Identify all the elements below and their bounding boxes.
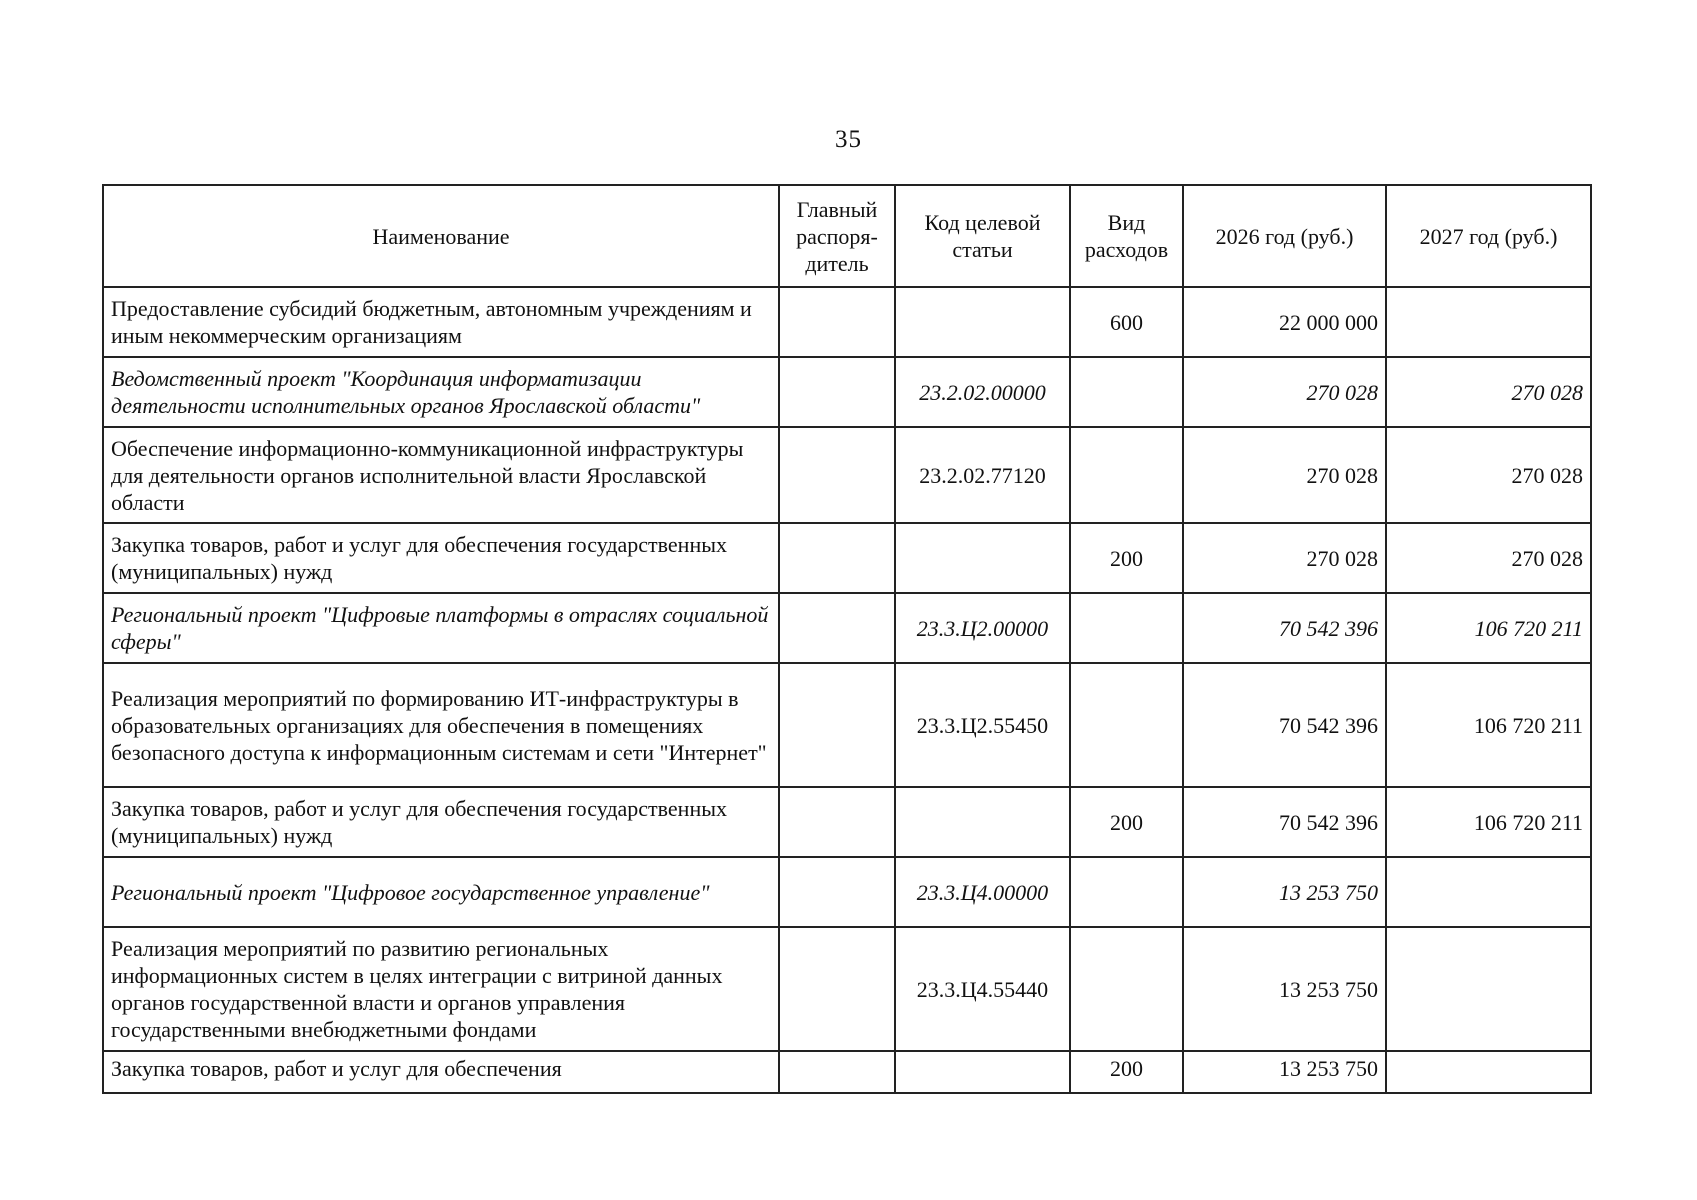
row-expense-type — [1070, 927, 1183, 1051]
row-administrator — [779, 427, 895, 523]
row-name: Закупка товаров, работ и услуг для обеспечения — [103, 1051, 779, 1093]
row-name: Региональный проект "Цифровое государственное управление" — [103, 857, 779, 927]
row-value-2026: 13 253 750 — [1183, 1051, 1386, 1093]
row-expense-type — [1070, 357, 1183, 427]
row-expense-type: 200 — [1070, 1051, 1183, 1093]
row-value-2027: 106 720 211 — [1386, 593, 1591, 663]
table-row — [103, 1051, 1591, 1093]
row-name: Реализация мероприятий по развитию региональных информационных систем в целях интеграции с витриной данных органов государственной власти и органов управления государственными внебюджетными фондами — [103, 927, 779, 1051]
row-value-2027 — [1386, 927, 1591, 1051]
row-name: Закупка товаров, работ и услуг для обеспечения государственных (муниципальных) нужд — [103, 523, 779, 593]
table-row — [103, 593, 1591, 663]
row-expense-type: 600 — [1070, 287, 1183, 357]
header-name: Наименование — [103, 185, 779, 287]
row-administrator — [779, 287, 895, 357]
row-value-2026: 13 253 750 — [1183, 857, 1386, 927]
row-expense-type: 200 — [1070, 523, 1183, 593]
row-target-code — [895, 787, 1070, 857]
row-name: Предоставление субсидий бюджетным, автономным учреждениям и иным некоммерческим организациям — [103, 287, 779, 357]
row-administrator — [779, 1051, 895, 1093]
row-expense-type — [1070, 427, 1183, 523]
row-expense-type: 200 — [1070, 787, 1183, 857]
row-value-2027 — [1386, 287, 1591, 357]
table-header-row — [103, 185, 1591, 287]
header-administrator: Главный распоря-дитель — [779, 185, 895, 287]
table-row — [103, 663, 1591, 787]
row-value-2027: 270 028 — [1386, 357, 1591, 427]
row-target-code — [895, 523, 1070, 593]
table-row — [103, 927, 1591, 1051]
row-target-code: 23.3.Ц2.55450 — [895, 663, 1070, 787]
row-value-2026: 13 253 750 — [1183, 927, 1386, 1051]
row-value-2027: 106 720 211 — [1386, 787, 1591, 857]
row-value-2026: 70 542 396 — [1183, 787, 1386, 857]
row-target-code: 23.2.02.77120 — [895, 427, 1070, 523]
row-value-2026: 270 028 — [1183, 427, 1386, 523]
budget-table — [102, 184, 1592, 1094]
row-administrator — [779, 857, 895, 927]
row-target-code: 23.3.Ц2.00000 — [895, 593, 1070, 663]
header-expense-type: Вид расходов — [1070, 185, 1183, 287]
row-target-code — [895, 1051, 1070, 1093]
row-name: Обеспечение информационно-коммуникационной инфраструктуры для деятельности органов исполнительной власти Ярославской области — [103, 427, 779, 523]
row-administrator — [779, 927, 895, 1051]
row-target-code: 23.3.Ц4.00000 — [895, 857, 1070, 927]
row-expense-type — [1070, 663, 1183, 787]
table-row — [103, 523, 1591, 593]
row-name: Ведомственный проект "Координация информатизации деятельности исполнительных органов Ярославской области" — [103, 357, 779, 427]
page-number: 35 — [835, 126, 862, 153]
row-administrator — [779, 663, 895, 787]
row-value-2026: 70 542 396 — [1183, 663, 1386, 787]
row-name: Региональный проект "Цифровые платформы в отраслях социальной сферы" — [103, 593, 779, 663]
row-expense-type — [1070, 857, 1183, 927]
row-administrator — [779, 593, 895, 663]
row-value-2027: 106 720 211 — [1386, 663, 1591, 787]
table-row — [103, 287, 1591, 357]
row-target-code: 23.3.Ц4.55440 — [895, 927, 1070, 1051]
table-row — [103, 787, 1591, 857]
row-name: Реализация мероприятий по формированию ИТ-инфраструктуры в образовательных организациях для обеспечения в помещениях безопасного доступа к информационным системам и сети "Интернет" — [103, 663, 779, 787]
row-administrator — [779, 357, 895, 427]
row-target-code: 23.2.02.00000 — [895, 357, 1070, 427]
row-value-2027 — [1386, 1051, 1591, 1093]
row-administrator — [779, 787, 895, 857]
row-value-2026: 270 028 — [1183, 523, 1386, 593]
row-administrator — [779, 523, 895, 593]
row-value-2027 — [1386, 857, 1591, 927]
table-row — [103, 857, 1591, 927]
row-value-2027: 270 028 — [1386, 523, 1591, 593]
table-row — [103, 357, 1591, 427]
header-year-2026: 2026 год (руб.) — [1183, 185, 1386, 287]
header-target-code: Код целевой статьи — [895, 185, 1070, 287]
row-value-2026: 270 028 — [1183, 357, 1386, 427]
header-year-2027: 2027 год (руб.) — [1386, 185, 1591, 287]
row-expense-type — [1070, 593, 1183, 663]
row-value-2027: 270 028 — [1386, 427, 1591, 523]
row-value-2026: 70 542 396 — [1183, 593, 1386, 663]
table-row — [103, 427, 1591, 523]
row-value-2026: 22 000 000 — [1183, 287, 1386, 357]
row-name: Закупка товаров, работ и услуг для обеспечения государственных (муниципальных) нужд — [103, 787, 779, 857]
row-target-code — [895, 287, 1070, 357]
